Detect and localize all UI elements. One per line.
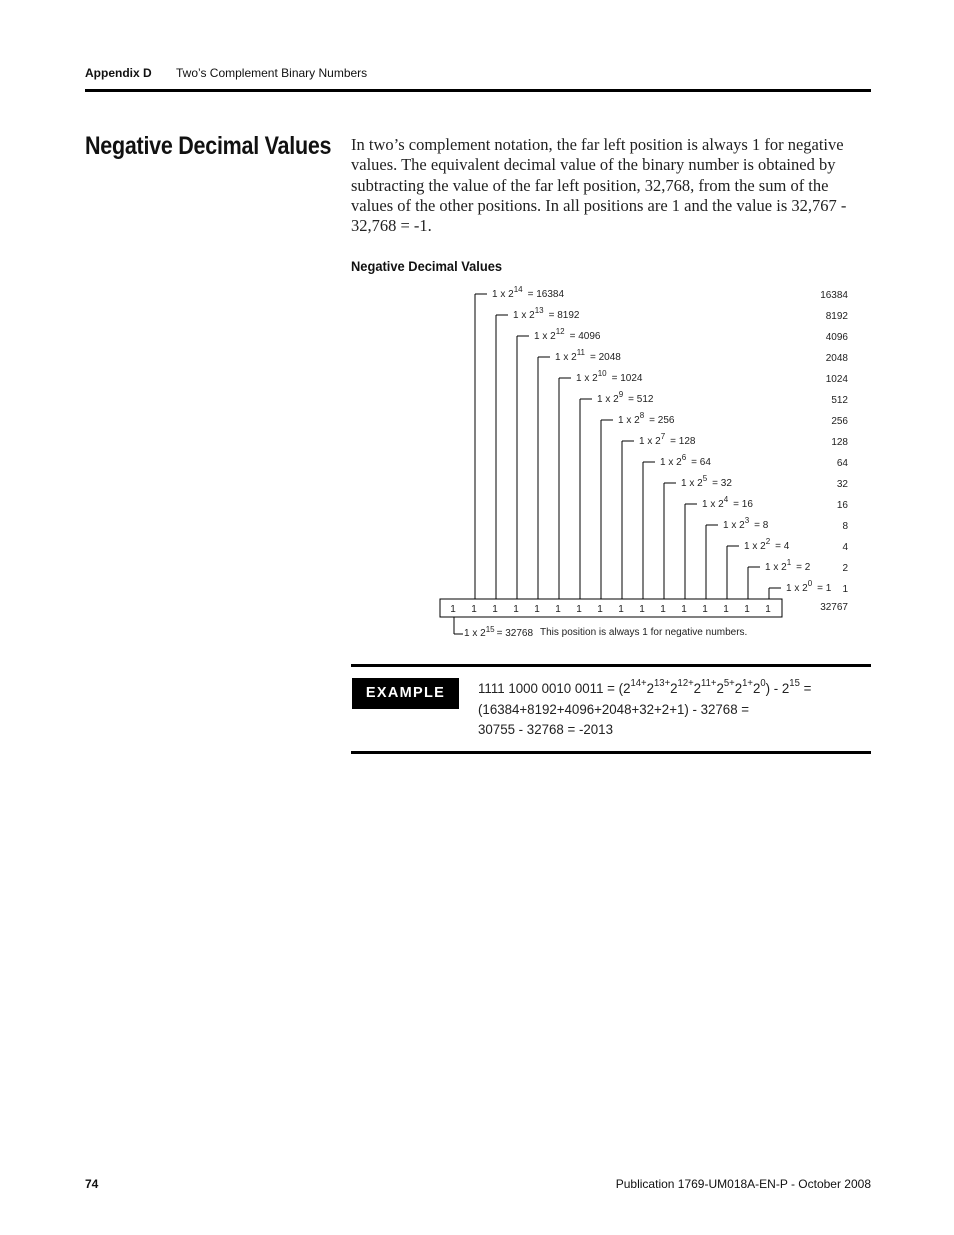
sign-note: This position is always 1 for negative numbers.: [540, 627, 748, 638]
example-line-3: 30755 - 32768 = -2013: [478, 721, 613, 737]
position-value: 256: [831, 416, 848, 427]
example-bottom-rule: [351, 751, 871, 754]
example-line-2: (16384+8192+4096+2048+32+2+1) - 32768 =: [478, 700, 750, 717]
position-value: 4: [842, 542, 848, 553]
position-value: 512: [831, 395, 848, 406]
bit-value: 1: [702, 604, 708, 615]
position-value: 2: [842, 563, 848, 574]
position-value: 8: [842, 521, 848, 532]
section-body: In two’s complement notation, the far left position is always 1 for negative values. The equivalent decimal value of the binary number is obtained by subtracting the value of the far left position, 32,768, from the sum of the values of the other positions. In all positions are 1 and the value is 32,767 - 32,768 = -1.: [351, 135, 847, 236]
bit-value: 1: [450, 604, 456, 615]
example-exponent: 11+: [701, 678, 717, 690]
position-label: 1 x $2^5 = 32$: [681, 474, 732, 489]
example-term: 2: [693, 680, 702, 696]
position-label: 1 x $2^0 = 1$: [786, 579, 832, 594]
position-label: 1 x $2^4 = 16$: [702, 495, 753, 510]
position-label: 1 x $2^{10} = 1024$: [576, 369, 643, 384]
example-term: 2: [734, 680, 743, 696]
bit-value: 1: [471, 604, 477, 615]
position-label: 1 x $2^3 = 8$: [723, 516, 769, 531]
position-value: 16: [836, 500, 848, 511]
bit-value: 1: [765, 604, 771, 615]
example-term: ) - 2: [765, 680, 790, 696]
position-value: 2048: [825, 353, 848, 364]
example-exponent: 14+: [630, 678, 647, 690]
example-exponent: 13+: [654, 678, 671, 690]
position-label: 1 x $2^2 = 4$: [744, 537, 790, 552]
appendix-title: Two’s Complement Binary Numbers: [176, 66, 368, 80]
position-value: 128: [831, 437, 848, 448]
bit-value: 1: [534, 604, 540, 615]
position-value: 32: [836, 479, 848, 490]
example-exponent: 5+: [723, 678, 735, 690]
example-term: 2: [752, 680, 761, 696]
position-label: 1 x $2^1 = 2$: [765, 558, 811, 573]
total-value: 32767: [820, 602, 848, 613]
bit-value: 1: [681, 604, 687, 615]
example-exponent: 1+: [742, 678, 753, 690]
bit-value: 1: [492, 604, 498, 615]
appendix-label: Appendix D: [85, 66, 152, 80]
example-exponent: 0: [760, 678, 766, 690]
example-exponent: 12+: [677, 678, 694, 690]
example-term: =: [799, 680, 812, 696]
sign-label: 1 x $2^{15} = 32768$: [464, 625, 534, 639]
example-exponent: 15: [789, 678, 800, 690]
position-label: 1 x $2^{12} = 4096$: [534, 327, 601, 342]
position-label: 1 x $2^7 = 128$: [639, 432, 696, 447]
position-value: 8192: [825, 311, 848, 322]
example-top-rule: [351, 664, 871, 667]
position-label: 1 x $2^9 = 512$: [597, 390, 654, 405]
position-label: 1 x $2^{11} = 2048$: [555, 348, 621, 363]
position-label: 1 x $2^{13} = 8192$: [513, 306, 580, 321]
example-text: [478, 678, 811, 740]
position-value: 16384: [820, 290, 848, 301]
bit-value: 1: [660, 604, 666, 615]
example-term: 2: [670, 680, 678, 696]
position-label: 1 x $2^8 = 256$: [618, 411, 675, 426]
example-term: 2: [646, 680, 655, 696]
position-label: 1 x $2^{14} = 16384$: [492, 285, 565, 300]
figure-title: Negative Decimal Values: [351, 258, 503, 274]
position-value: 1: [842, 584, 848, 595]
example-badge: EXAMPLE: [352, 678, 459, 709]
position-value: 1024: [825, 374, 848, 385]
position-label: 1 x $2^6 = 64$: [660, 453, 711, 468]
section-title: Negative Decimal Values: [85, 132, 332, 160]
bit-value: 1: [618, 604, 624, 615]
publication-info: Publication 1769-UM018A-EN-P - October 2008: [615, 1177, 871, 1191]
bit-value: 1: [744, 604, 750, 615]
bit-value: 1: [555, 604, 561, 615]
position-value: 64: [836, 458, 848, 469]
bit-value: 1: [597, 604, 603, 615]
bit-value: 1: [723, 604, 729, 615]
position-value: 4096: [825, 332, 848, 343]
bit-value: 1: [513, 604, 519, 615]
bit-value: 1: [639, 604, 645, 615]
bit-value: 1: [576, 604, 582, 615]
page-number: 74: [85, 1177, 99, 1191]
example-line-1: 1111 1000 0010 $0011 = (2^{14+}2^{13+}2^{12+}2^{11+}2^{5+}2^{1+}2^0) - 2^{15}$ =: [478, 678, 812, 696]
example-term: 2: [716, 680, 724, 696]
